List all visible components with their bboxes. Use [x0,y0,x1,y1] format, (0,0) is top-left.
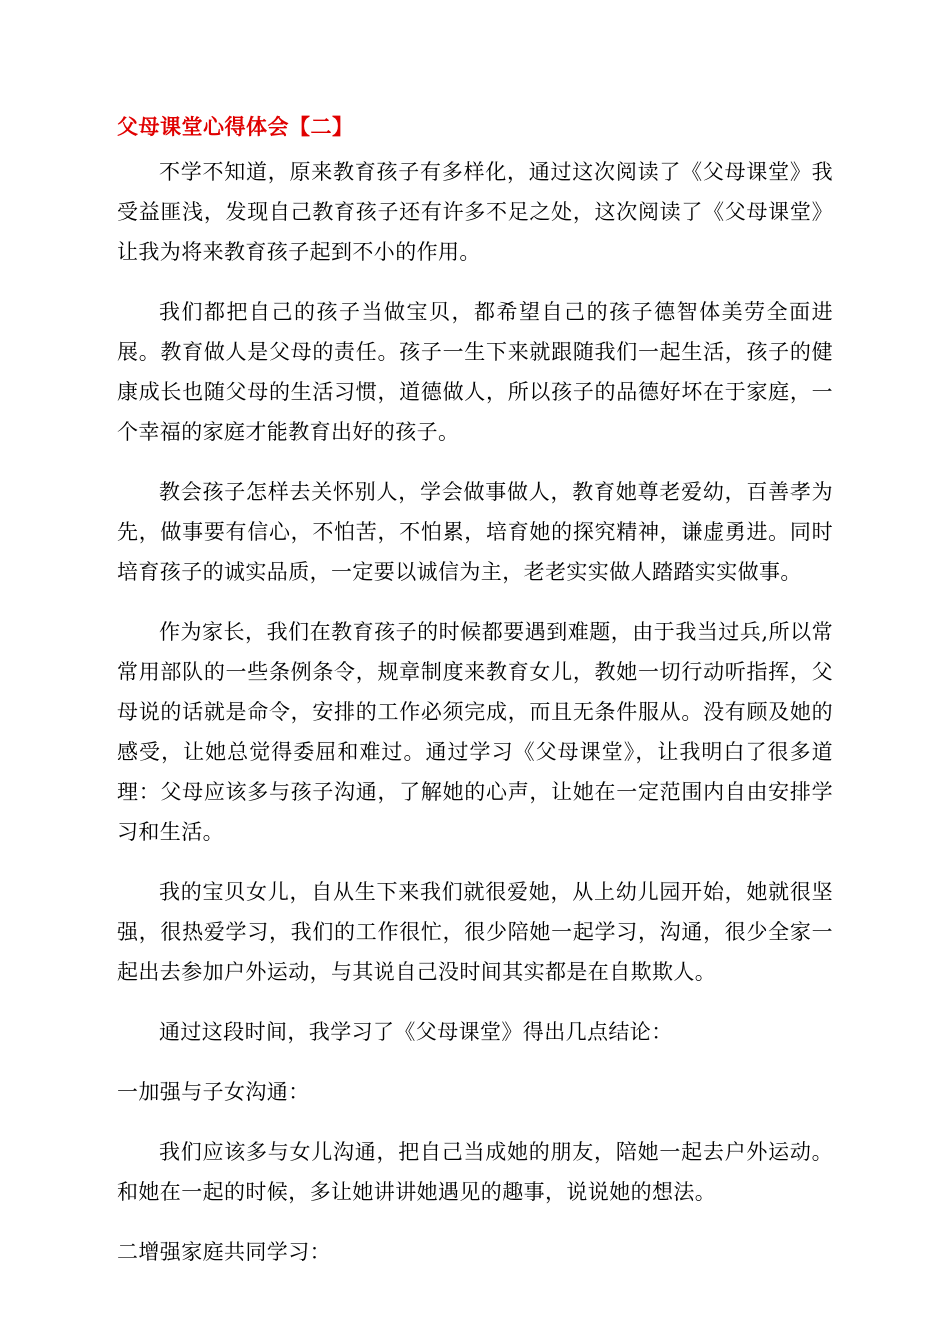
paragraph: 通过这段时间，我学习了《父母课堂》得出几点结论： [159,1020,673,1044]
section-heading: 二增强家庭共同学习： [117,1240,331,1264]
document-body [117,112,833,1292]
paragraph: 我们都把自己的孩子当做宝贝，都希望自己的孩子德智体美劳全面进展。教育做人是父母的责任。孩子一生下来就跟随我们一起生活，孩子的健康成长也随父母的生活习惯，道德做人，所以孩子的品德好坏在于家庭，一个幸福的家庭才能教育出好的孩子。 [117,300,833,444]
section-heading: 一加强与子女沟通： [117,1080,310,1104]
paragraph: 教会孩子怎样去关怀别人，学会做事做人，教育她尊老爱幼，百善孝为先，做事要有信心，不怕苦，不怕累，培育她的探究精神，谦虚勇进。同时培育孩子的诚实品质，一定要以诚信为主，老老实实做人踏踏实实做事。 [117,480,833,584]
paragraph: 我的宝贝女儿，自从生下来我们就很爱她，从上幼儿园开始，她就很坚强，很热爱学习，我们的工作很忙，很少陪她一起学习，沟通，很少全家一起出去参加户外运动，与其说自己没时间其实都是在自欺欺人。 [117,880,833,984]
paragraph: 作为家长，我们在教育孩子的时候都要遇到难题，由于我当过兵,所以常常用部队的一些条例条令，规章制度来教育女儿，教她一切行动听指挥，父母说的话就是命令，安排的工作必须完成，而且无条件服从。没有顾及她的感受，让她总觉得委屈和难过。通过学习《父母课堂》，让我明白了很多道理：父母应该多与孩子沟通，了解她的心声，让她在一定范围内自由安排学习和生活。 [117,620,833,844]
paragraph: 不学不知道，原来教育孩子有多样化，通过这次阅读了《父母课堂》我受益匪浅，发现自己教育孩子还有许多不足之处，这次阅读了《父母课堂》让我为将来教育孩子起到不小的作用。 [117,160,833,264]
paragraph: 我们应该多与女儿沟通，把自己当成她的朋友，陪她一起去户外运动。和她在一起的时候，多让她讲讲她遇见的趣事，说说她的想法。 [117,1140,833,1204]
document-title: 父母课堂心得体会【二】 [117,115,354,139]
